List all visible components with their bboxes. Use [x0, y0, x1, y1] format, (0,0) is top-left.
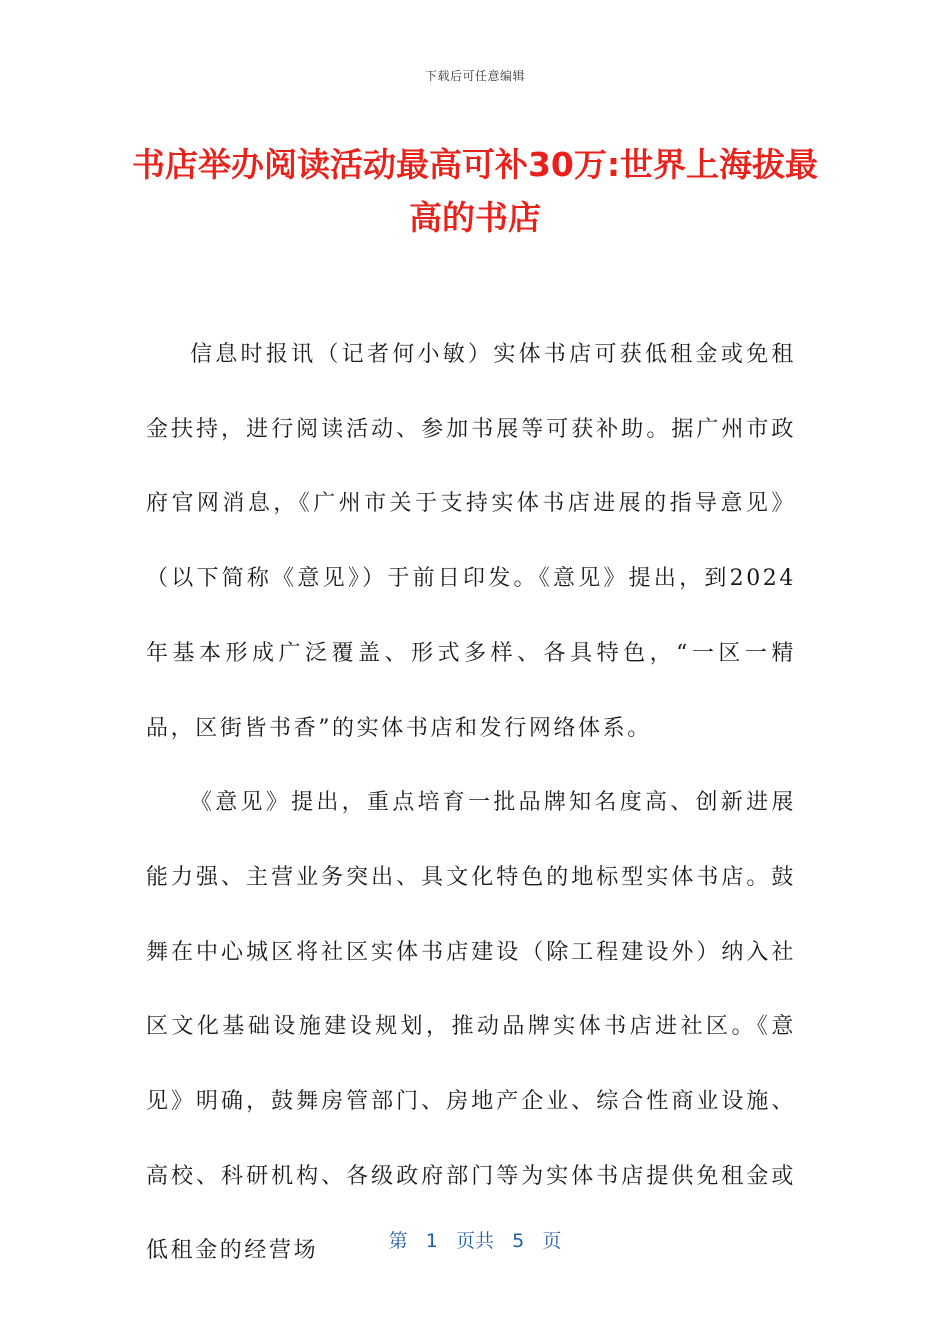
page-label-middle: 页共	[455, 1230, 494, 1252]
page-title: 书店举办阅读活动最高可补30万:世界上海拔最高的书店	[131, 145, 819, 237]
page-footer	[0, 1226, 950, 1253]
header-note: 下载后可任意编辑	[424, 69, 525, 83]
paragraph-2: 《意见》提出，重点培育一批品牌知名度高、创新进展能力强、主营业务突出、具文化特色的地标型实体书店。鼓舞在中心城区将社区实体书店建设（除工程建设外）纳入社区文化基础设施建设规划，推动品牌实体书店进社区。《意见》明确，鼓舞房管部门、房地产企业、综合性商业设施、高校、科研机构、各级政府部门等为实体书店提供免租金或低租金的经营场	[146, 790, 796, 1264]
article-body	[146, 318, 796, 1289]
paragraph-1: 信息时报讯（记者何小敏）实体书店可获低租金或免租金扶持，进行阅读活动、参加书展等可获补助。据广州市政府官网消息，《广州市关于支持实体书店进展的指导意见》（以下简称《意见》）于前日印发。《意见》提出，到2024年基本形成广泛覆盖、形式多样、各具特色，“一区一精品，区街皆书香”的实体书店和发行网络体系。	[146, 342, 796, 741]
total-pages-number: 5	[512, 1230, 525, 1252]
page-label-suffix: 页	[542, 1230, 562, 1252]
page-label-prefix: 第	[388, 1230, 408, 1252]
current-page-number: 1	[425, 1230, 438, 1252]
